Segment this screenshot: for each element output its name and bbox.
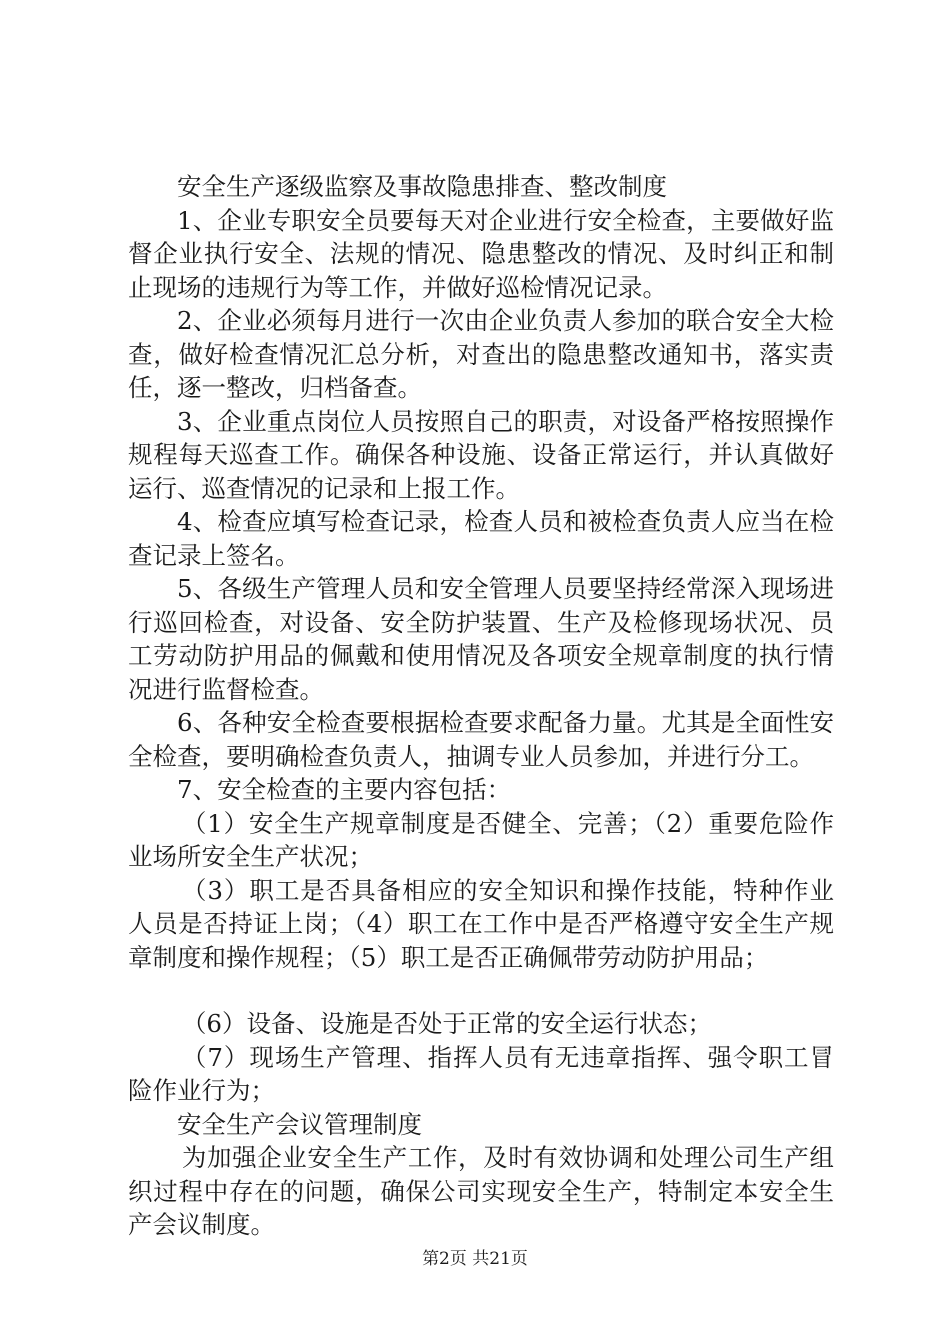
document-body bbox=[128, 170, 834, 1242]
paragraph-5: 5、各级生产管理人员和安全管理人员要坚持经常深入现场进行巡回检查，对设备、安全防护装置、生产及检修现场状况、员工劳动防护用品的佩戴和使用情况及各项安全规章制度的执行情况进行监督检查。 bbox=[128, 574, 834, 704]
paragraph-7: 7、安全检查的主要内容包括： bbox=[177, 775, 512, 804]
inspection-item-6: （6）设备、设施是否处于正常的安全运行状态； bbox=[181, 1009, 712, 1038]
inspection-item-7: （7）现场生产管理、指挥人员有无违章指挥、强令职工冒险作业行为； bbox=[128, 1042, 834, 1105]
inspection-item-1-2: （1）安全生产规章制度是否健全、完善；（2）重要危险作业场所安全生产状况； bbox=[128, 808, 834, 871]
section-title: 安全生产逐级监察及事故隐患排查、整改制度 bbox=[177, 172, 667, 201]
paragraph-1: 1、企业专职安全员要每天对企业进行安全检查，主要做好监督企业执行安全、法规的情况、隐患整改的情况、及时纠正和制止现场的违规行为等工作，并做好巡检情况记录。 bbox=[128, 205, 834, 302]
paragraph-2: 2、企业必须每月进行一次由企业负责人参加的联合安全大检查，做好检查情况汇总分析，对查出的隐患整改通知书，落实责任，逐一整改，归档备查。 bbox=[128, 306, 834, 402]
inspection-item-3-5: （3）职工是否具备相应的安全知识和操作技能，特种作业人员是否持证上岗；（4）职工在工作中是否严格遵守安全生产规章制度和操作规程；（5）职工是否正确佩带劳动防护用品； bbox=[128, 875, 834, 972]
page-number: 第2页 共21页 bbox=[422, 1249, 528, 1269]
paragraph-6: 6、各种安全检查要根据检查要求配备力量。尤其是全面性安全检查，要明确检查负责人，抽调专业人员参加，并进行分工。 bbox=[128, 708, 834, 771]
section-2-paragraph: 为加强企业安全生产工作，及时有效协调和处理公司生产组织过程中存在的问题，确保公司实现安全生产，特制定本安全生产会议制度。 bbox=[128, 1143, 834, 1239]
paragraph-3: 3、企业重点岗位人员按照自己的职责，对设备严格按照操作规程每天巡查工作。确保各种设施、设备正常运行，并认真做好运行、巡查情况的记录和上报工作。 bbox=[128, 406, 834, 503]
section-title-2: 安全生产会议管理制度 bbox=[177, 1109, 422, 1139]
paragraph-4: 4、检查应填写检查记录，检查人员和被检查负责人应当在检查记录上签名。 bbox=[128, 507, 834, 570]
